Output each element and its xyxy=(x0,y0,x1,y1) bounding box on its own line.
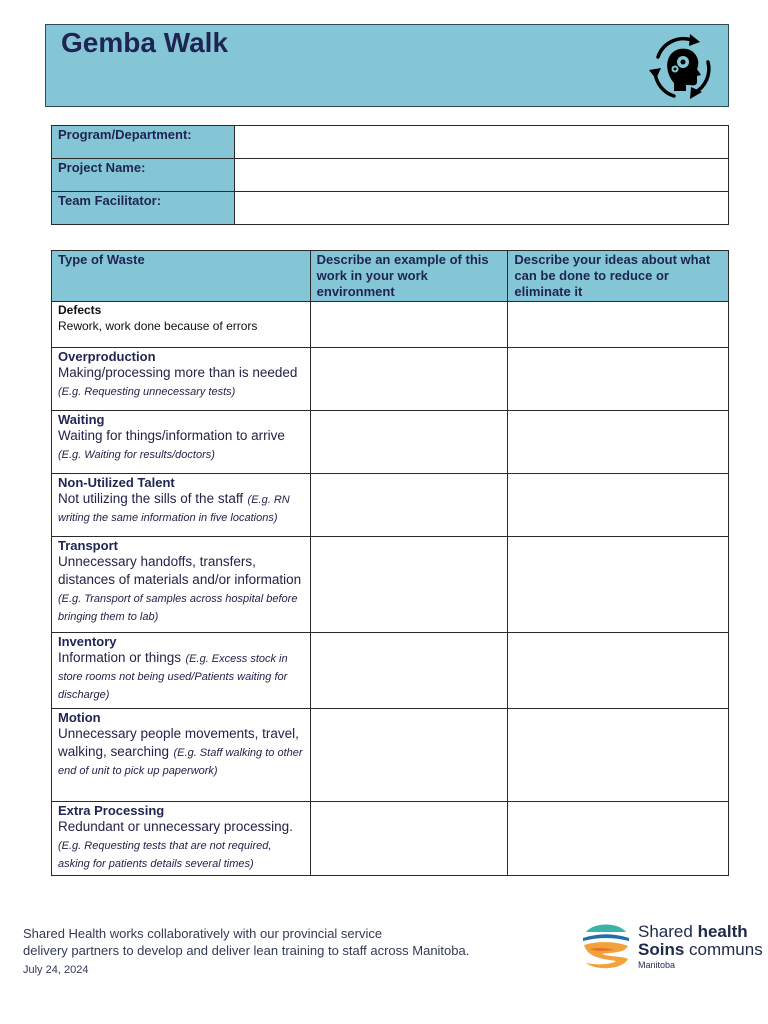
footer-line: Shared Health works collaboratively with our provincial service xyxy=(23,926,383,941)
waste-cell xyxy=(52,474,311,537)
waste-description: Making/processing more than is needed xyxy=(58,365,298,380)
waste-description: Waiting for things/information to arrive xyxy=(58,428,285,443)
example-cell[interactable] xyxy=(310,802,508,876)
waste-cell xyxy=(52,709,311,802)
header-type-of-waste: Type of Waste xyxy=(52,251,311,302)
project-name-label: Project Name: xyxy=(52,159,235,192)
header-ideas: Describe your ideas about what can be done to reduce or eliminate it xyxy=(508,251,729,302)
waste-title: Transport xyxy=(58,538,118,553)
example-cell[interactable] xyxy=(310,302,508,348)
shared-health-logo-mark-icon xyxy=(580,921,632,973)
waste-cell xyxy=(52,633,311,709)
ideas-cell[interactable] xyxy=(508,302,729,348)
waste-example: (E.g. Transport of samples across hospital before bringing them to lab) xyxy=(58,593,298,623)
waste-title: Non-Utilized Talent xyxy=(58,475,175,490)
waste-description: Not utilizing the sills of the staff xyxy=(58,491,244,506)
waste-cell xyxy=(52,537,311,633)
example-cell[interactable] xyxy=(310,633,508,709)
waste-example: (E.g. Requesting tests that are not required, asking for patients details several times) xyxy=(58,840,272,870)
table-row xyxy=(52,192,729,225)
waste-title: Overproduction xyxy=(58,349,156,364)
table-row xyxy=(52,348,729,411)
table-row xyxy=(52,411,729,474)
table-row xyxy=(52,633,729,709)
team-facilitator-label: Team Facilitator: xyxy=(52,192,235,225)
program-department-label: Program/Department: xyxy=(52,126,235,159)
logo-line-french: Soins communs xyxy=(638,940,763,959)
waste-description: Information or things xyxy=(58,650,182,665)
waste-description: Unnecessary people movements, travel, walking, searching xyxy=(58,726,299,759)
program-department-field[interactable] xyxy=(235,126,729,159)
logo-line-english: Shared health xyxy=(638,922,748,941)
table-row xyxy=(52,302,729,348)
waste-example: (E.g. Excess stock in store rooms not being used/Patients waiting for discharge) xyxy=(58,653,288,701)
ideas-cell[interactable] xyxy=(508,633,729,709)
project-name-field[interactable] xyxy=(235,159,729,192)
page-title: Gemba Walk xyxy=(61,27,229,58)
waste-example: (E.g. Requesting unnecessary tests) xyxy=(58,386,236,398)
table-row xyxy=(52,474,729,537)
project-info-table xyxy=(51,125,729,225)
table-row xyxy=(52,126,729,159)
footer-line: delivery partners to develop and deliver lean training to staff across Manitoba. xyxy=(23,943,470,958)
ideas-cell[interactable] xyxy=(508,537,729,633)
waste-cell xyxy=(52,302,311,348)
waste-title: Waiting xyxy=(58,412,105,427)
waste-description: Redundant or unnecessary processing. xyxy=(58,819,293,834)
waste-cell xyxy=(52,411,311,474)
ideas-cell[interactable] xyxy=(508,348,729,411)
waste-description: Unnecessary handoffs, transfers, distances of materials and/or information xyxy=(58,554,302,587)
waste-example: (E.g. RN writing the same information in five locations) xyxy=(58,494,290,524)
example-cell[interactable] xyxy=(310,709,508,802)
shared-health-logo xyxy=(580,920,768,976)
logo-region: Manitoba xyxy=(638,960,676,970)
head-gears-cycle-icon xyxy=(644,29,720,105)
table-row xyxy=(52,159,729,192)
waste-table xyxy=(51,250,729,876)
waste-title: Inventory xyxy=(58,634,117,649)
example-cell[interactable] xyxy=(310,411,508,474)
waste-example: (E.g. Staff walking to other end of unit to pick up paperwork) xyxy=(58,747,303,777)
ideas-cell[interactable] xyxy=(508,474,729,537)
waste-title: Extra Processing xyxy=(58,803,165,818)
waste-cell xyxy=(52,348,311,411)
waste-example: (E.g. Waiting for results/doctors) xyxy=(58,449,215,461)
waste-title: Motion xyxy=(58,710,101,725)
ideas-cell[interactable] xyxy=(508,802,729,876)
example-cell[interactable] xyxy=(310,474,508,537)
waste-title: Defects xyxy=(58,303,102,317)
footer-note xyxy=(23,925,469,959)
header-banner xyxy=(45,24,729,107)
ideas-cell[interactable] xyxy=(508,411,729,474)
table-row xyxy=(52,802,729,876)
ideas-cell[interactable] xyxy=(508,709,729,802)
waste-description: Rework, work done because of errors xyxy=(58,319,258,333)
example-cell[interactable] xyxy=(310,348,508,411)
footer-date: July 24, 2024 xyxy=(23,964,89,976)
example-cell[interactable] xyxy=(310,537,508,633)
table-row xyxy=(52,537,729,633)
team-facilitator-field[interactable] xyxy=(235,192,729,225)
table-header-row xyxy=(52,251,729,302)
table-row xyxy=(52,709,729,802)
header-example: Describe an example of this work in your work environment xyxy=(310,251,508,302)
waste-cell xyxy=(52,802,311,876)
